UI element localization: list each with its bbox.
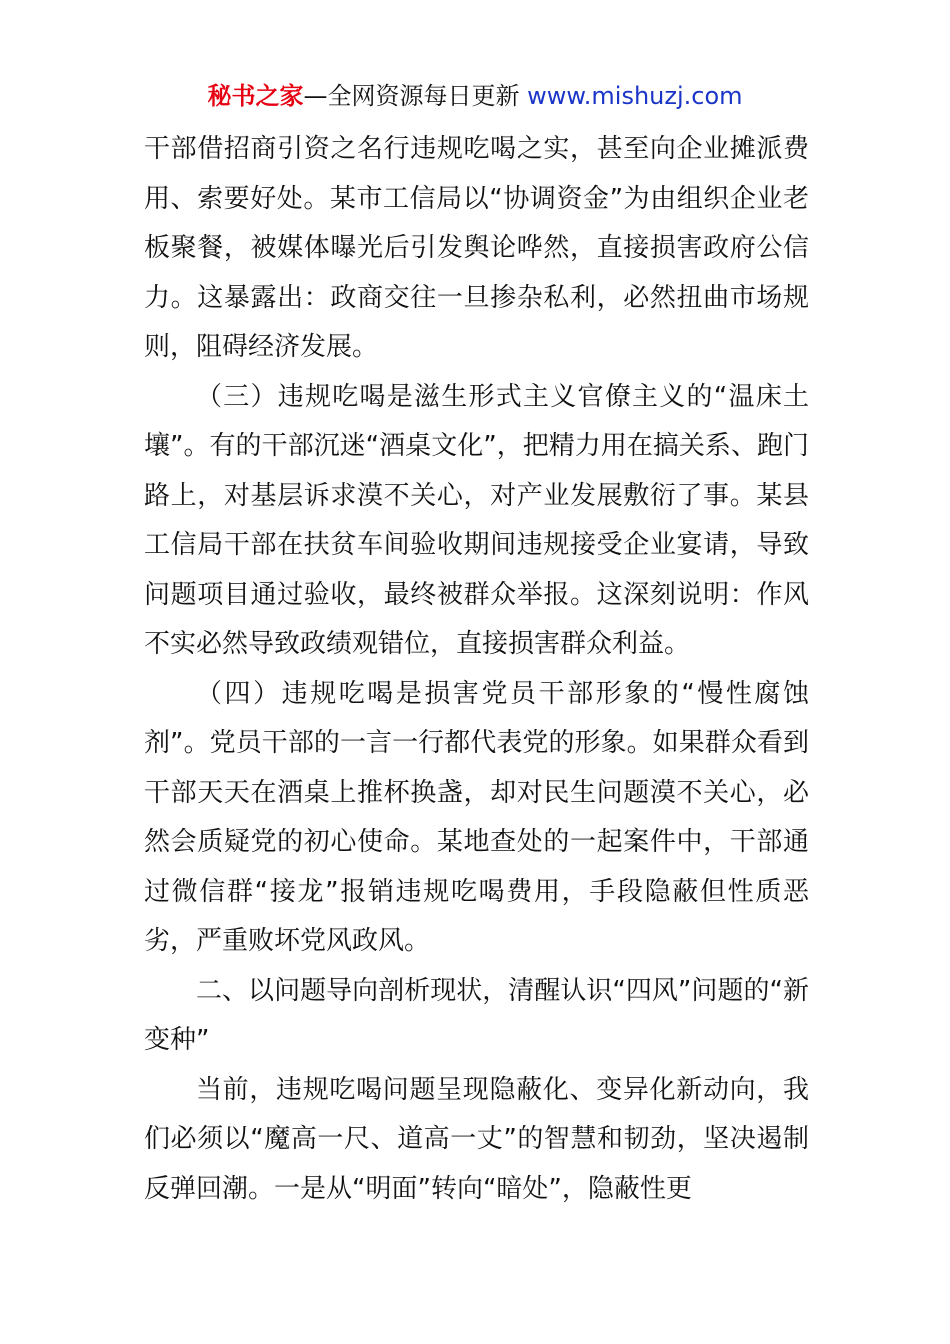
- document-body: [144, 125, 809, 1214]
- section-heading-two: 二、以问题导向剖析现状，清醒认识“四风”问题的“新变种”: [144, 975, 809, 1055]
- site-url[interactable]: www.mishuzj.com: [527, 82, 743, 110]
- paragraph-point-three: （三）违规吃喝是滋生形式主义官僚主义的“温床土壤”。有的干部沉迷“酒桌文化”，把精力用在搞关系、跑门路上，对基层诉求漠不关心，对产业发展敷衍了事。某县工信局干部在扶贫车间验收期间违规接受企业宴请，导致问题项目通过验收，最终被群众举报。这深刻说明：作风不实必然导致政绩观错位，直接损害群众利益。: [144, 381, 809, 659]
- paragraph-point-four: （四）违规吃喝是损害党员干部形象的“慢性腐蚀剂”。党员干部的一言一行都代表党的形象。如果群众看到干部天天在酒桌上推杯换盏，却对民生问题漠不关心，必然会质疑党的初心使命。某地查处的一起案件中，干部通过微信群“接龙”报销违规吃喝费用，手段隐蔽但性质恶劣，严重败坏党风政风。: [144, 678, 809, 956]
- paragraph-current-situation: 当前，违规吃喝问题呈现隐蔽化、变异化新动向，我们必须以“魔高一尺、道高一丈”的智慧和韧劲，坚决遏制反弹回潮。一是从“明面”转向“暗处”，隐蔽性更: [144, 1074, 809, 1204]
- paragraph-continuation: 干部借招商引资之名行违规吃喝之实，甚至向企业摊派费用、索要好处。某市工信局以“协调资金”为由组织企业老板聚餐，被媒体曝光后引发舆论哗然，直接损害政府公信力。这暴露出：政商交往一旦掺杂私利，必然扭曲市场规则，阻碍经济发展。: [144, 134, 809, 362]
- site-brand: 秘书之家: [207, 82, 304, 110]
- site-header: [0, 80, 950, 112]
- site-slogan: —全网资源每日更新: [303, 82, 528, 110]
